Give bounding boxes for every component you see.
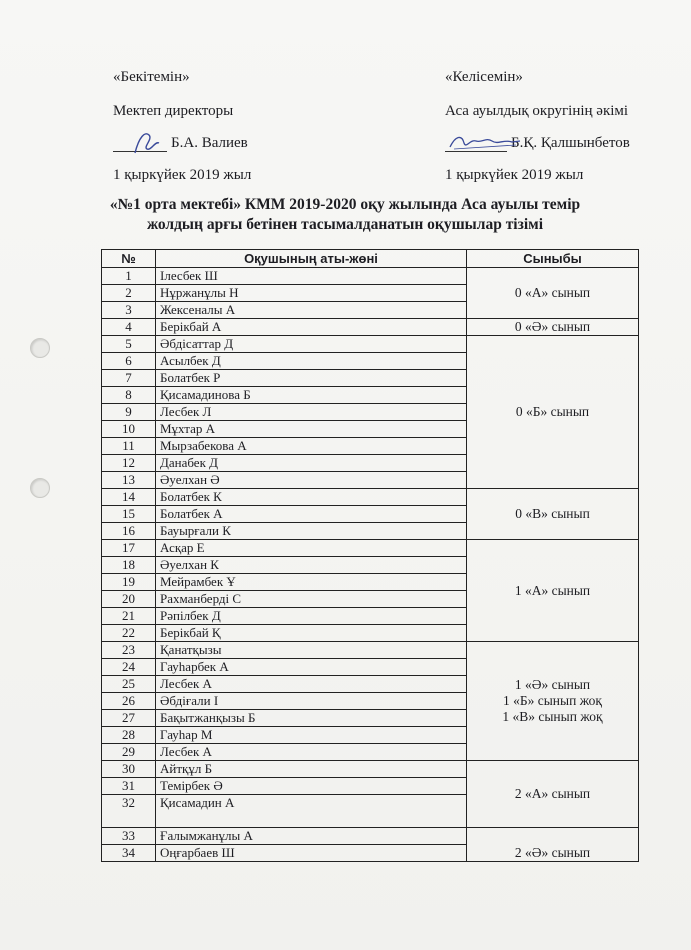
row-number: 3 bbox=[102, 302, 156, 319]
student-name: Болатбек А bbox=[156, 506, 467, 523]
table-row bbox=[102, 642, 639, 659]
row-number: 5 bbox=[102, 336, 156, 353]
student-name: Гауһарбек А bbox=[156, 659, 467, 676]
agree-date: 1 қыркүйек 2019 жыл bbox=[445, 167, 584, 183]
row-number: 19 bbox=[102, 574, 156, 591]
row-number: 20 bbox=[102, 591, 156, 608]
row-number: 9 bbox=[102, 404, 156, 421]
student-name: Жексеналы А bbox=[156, 302, 467, 319]
row-number: 33 bbox=[102, 828, 156, 845]
column-header-number: № bbox=[102, 250, 156, 268]
row-number: 24 bbox=[102, 659, 156, 676]
row-number: 28 bbox=[102, 727, 156, 744]
student-name: Асылбек Д bbox=[156, 353, 467, 370]
class-line: 1 «В» сынып жоқ bbox=[502, 709, 603, 724]
class-cell: 1 «А» сынып bbox=[467, 540, 639, 642]
approve-label: «Бекітемін» bbox=[113, 69, 190, 85]
row-number: 13 bbox=[102, 472, 156, 489]
class-cell-multi bbox=[467, 642, 639, 761]
student-name: Мейрамбек Ұ bbox=[156, 574, 467, 591]
row-number: 26 bbox=[102, 693, 156, 710]
column-header-class: Сыныбы bbox=[467, 250, 639, 268]
row-number: 8 bbox=[102, 387, 156, 404]
row-number: 25 bbox=[102, 676, 156, 693]
student-name: Оңғарбаев Ш bbox=[156, 845, 467, 862]
student-name: Ілесбек Ш bbox=[156, 268, 467, 285]
student-name: Лесбек Л bbox=[156, 404, 467, 421]
row-number: 32 bbox=[102, 795, 156, 828]
row-number: 10 bbox=[102, 421, 156, 438]
row-number: 12 bbox=[102, 455, 156, 472]
student-name: Ғалымжанұлы А bbox=[156, 828, 467, 845]
table-row bbox=[102, 319, 639, 336]
student-name: Нұржанұлы Н bbox=[156, 285, 467, 302]
class-line: 1 «Б» сынып жоқ bbox=[502, 693, 602, 708]
student-name: Гауһар М bbox=[156, 727, 467, 744]
table-row bbox=[102, 489, 639, 506]
student-name: Берікбай А bbox=[156, 319, 467, 336]
row-number: 11 bbox=[102, 438, 156, 455]
akim-position: Аса ауылдық округінің әкімі bbox=[445, 103, 629, 119]
agree-label: «Келісемін» bbox=[445, 69, 523, 85]
row-number: 34 bbox=[102, 845, 156, 862]
table-row bbox=[102, 336, 639, 353]
student-name: Лесбек А bbox=[156, 744, 467, 761]
student-name: Бақытжанқызы Б bbox=[156, 710, 467, 727]
student-name: Берікбай Қ bbox=[156, 625, 467, 642]
students-table bbox=[101, 249, 639, 862]
student-name: Қанатқызы bbox=[156, 642, 467, 659]
student-name: Бауырғали К bbox=[156, 523, 467, 540]
director-name: Б.А. Валиев bbox=[171, 135, 248, 151]
student-name: Рахманберді С bbox=[156, 591, 467, 608]
table-row bbox=[102, 540, 639, 557]
row-number: 6 bbox=[102, 353, 156, 370]
student-name: Қисамадин А bbox=[156, 795, 467, 828]
class-cell: 0 «Б» сынып bbox=[467, 336, 639, 489]
student-name: Мұхтар А bbox=[156, 421, 467, 438]
student-name: Асқар Е bbox=[156, 540, 467, 557]
document-title bbox=[100, 195, 590, 235]
student-name: Лесбек А bbox=[156, 676, 467, 693]
approve-date: 1 қыркүйек 2019 жыл bbox=[113, 167, 252, 183]
row-number: 15 bbox=[102, 506, 156, 523]
student-name: Әуелхан Ә bbox=[156, 472, 467, 489]
title-line-2: жолдың арғы бетінен тасымалданатын оқушылар тізімі bbox=[146, 216, 544, 233]
class-cell: 0 «В» сынып bbox=[467, 489, 639, 540]
row-number: 2 bbox=[102, 285, 156, 302]
student-name: Данабек Д bbox=[156, 455, 467, 472]
director-position: Мектеп директоры bbox=[113, 103, 234, 119]
student-name: Әуелхан К bbox=[156, 557, 467, 574]
table-header-row bbox=[102, 250, 639, 268]
row-number: 4 bbox=[102, 319, 156, 336]
table-row bbox=[102, 828, 639, 845]
student-name: Темірбек Ә bbox=[156, 778, 467, 795]
student-name: Әбдіғали І bbox=[156, 693, 467, 710]
row-number: 29 bbox=[102, 744, 156, 761]
row-number: 18 bbox=[102, 557, 156, 574]
student-name: Болатбек К bbox=[156, 489, 467, 506]
row-number: 31 bbox=[102, 778, 156, 795]
student-name: Рәпілбек Д bbox=[156, 608, 467, 625]
column-header-name: Оқушының аты-жөні bbox=[156, 250, 467, 268]
row-number: 30 bbox=[102, 761, 156, 778]
title-line-1: «№1 орта мектебі» КММ 2019-2020 оқу жылында Аса ауылы темір bbox=[109, 196, 581, 213]
row-number: 21 bbox=[102, 608, 156, 625]
signature-line bbox=[113, 137, 167, 152]
row-number: 22 bbox=[102, 625, 156, 642]
row-number: 17 bbox=[102, 540, 156, 557]
class-cell: 2 «Ә» сынып bbox=[467, 828, 639, 862]
table-row bbox=[102, 268, 639, 285]
class-line: 1 «Ә» сынып bbox=[514, 677, 591, 692]
student-name: Әбдісаттар Д bbox=[156, 336, 467, 353]
row-number: 16 bbox=[102, 523, 156, 540]
table-row bbox=[102, 761, 639, 778]
student-name: Қисамадинова Б bbox=[156, 387, 467, 404]
punch-hole bbox=[30, 338, 50, 358]
student-name: Айтқұл Б bbox=[156, 761, 467, 778]
row-number: 7 bbox=[102, 370, 156, 387]
row-number: 14 bbox=[102, 489, 156, 506]
row-number: 23 bbox=[102, 642, 156, 659]
agreement-block bbox=[445, 62, 630, 184]
row-number: 1 bbox=[102, 268, 156, 285]
class-cell: 0 «Ә» сынып bbox=[467, 319, 639, 336]
akim-name: Б.Қ. Қалшынбетов bbox=[511, 135, 630, 151]
approval-block bbox=[113, 62, 251, 184]
student-name: Болатбек Р bbox=[156, 370, 467, 387]
class-cell: 2 «А» сынып bbox=[467, 761, 639, 828]
row-number: 27 bbox=[102, 710, 156, 727]
punch-hole bbox=[30, 478, 50, 498]
signature-line bbox=[445, 137, 507, 152]
student-name: Мырзабекова А bbox=[156, 438, 467, 455]
class-cell: 0 «А» сынып bbox=[467, 268, 639, 319]
